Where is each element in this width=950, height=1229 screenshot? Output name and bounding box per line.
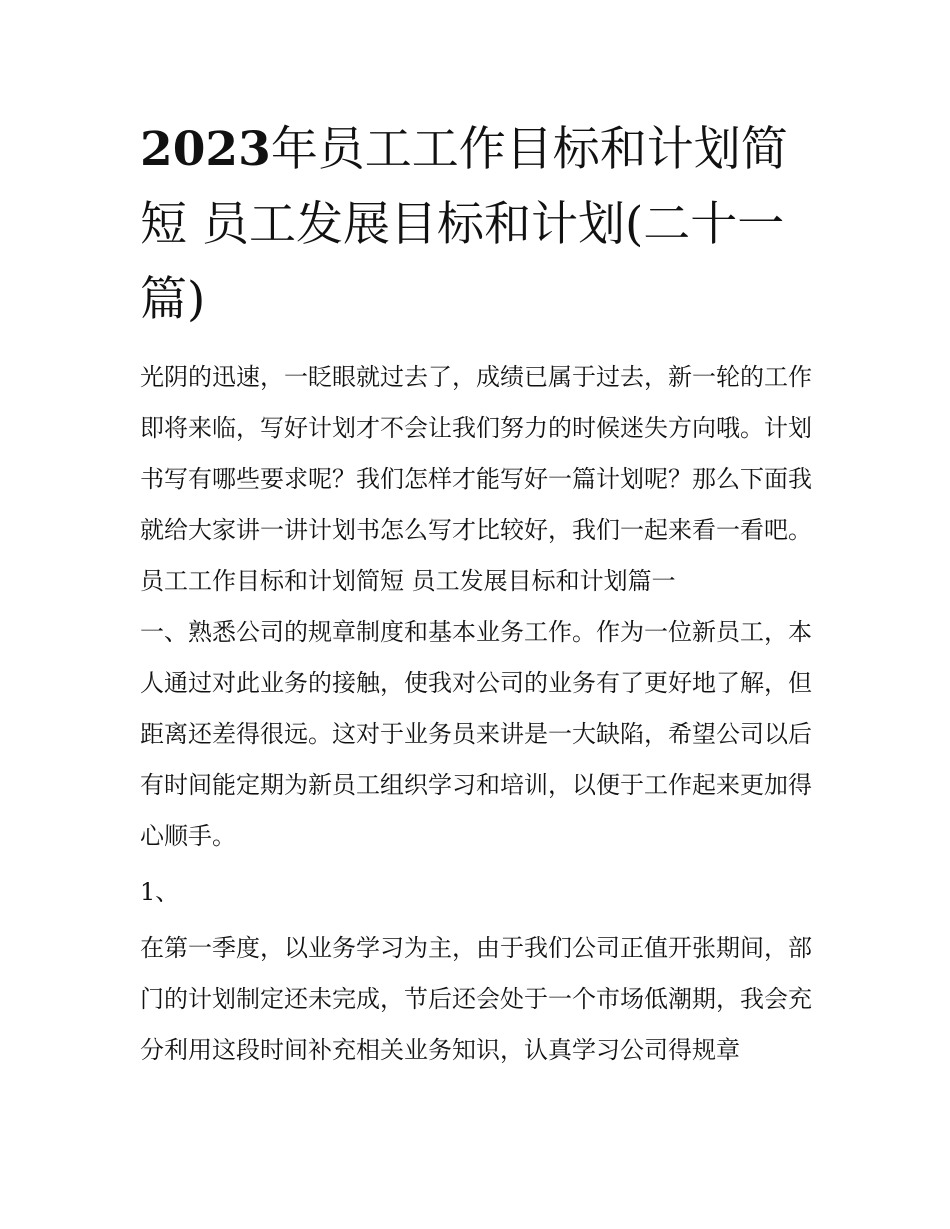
paragraph-1: 一、熟悉公司的规章制度和基本业务工作。作为一位新员工，本人通过对此业务的接触，使我对公司的业务有了更好地了解，但距离还差得很远。这对于业务员来讲是一大缺陷，希望公司以后有时间能定期为新员工组织学习和培训，以便于工作起来更加得心顺手。 (140, 618, 812, 850)
intro-paragraph: 光阴的迅速，一眨眼就过去了，成绩已属于过去，新一轮的工作即将来临，写好计划才不会让我们努力的时候迷失方向哦。计划书写有哪些要求呢？我们怎样才能写好一篇计划呢？那么下面我就给大家讲一讲计划书怎么写才比较好，我们一起来看一看吧。 (140, 363, 812, 544)
item-marker: 1、 (140, 878, 180, 906)
document-page (140, 112, 820, 1076)
section-heading: 员工工作目标和计划简短 员工发展目标和计划篇一 (140, 567, 676, 595)
document-body (140, 352, 812, 1076)
document-title (140, 112, 810, 337)
title-year: 2023 (140, 122, 271, 177)
title-text: 年员工工作目标和计划简短 员工发展目标和计划(二十一篇) (140, 122, 788, 327)
paragraph-2: 在第一季度，以业务学习为主，由于我们公司正值开张期间，部门的计划制定还未完成，节后还会处于一个市场低潮期，我会充分利用这段时间补充相关业务知识，认真学习公司得规章 (140, 934, 812, 1064)
